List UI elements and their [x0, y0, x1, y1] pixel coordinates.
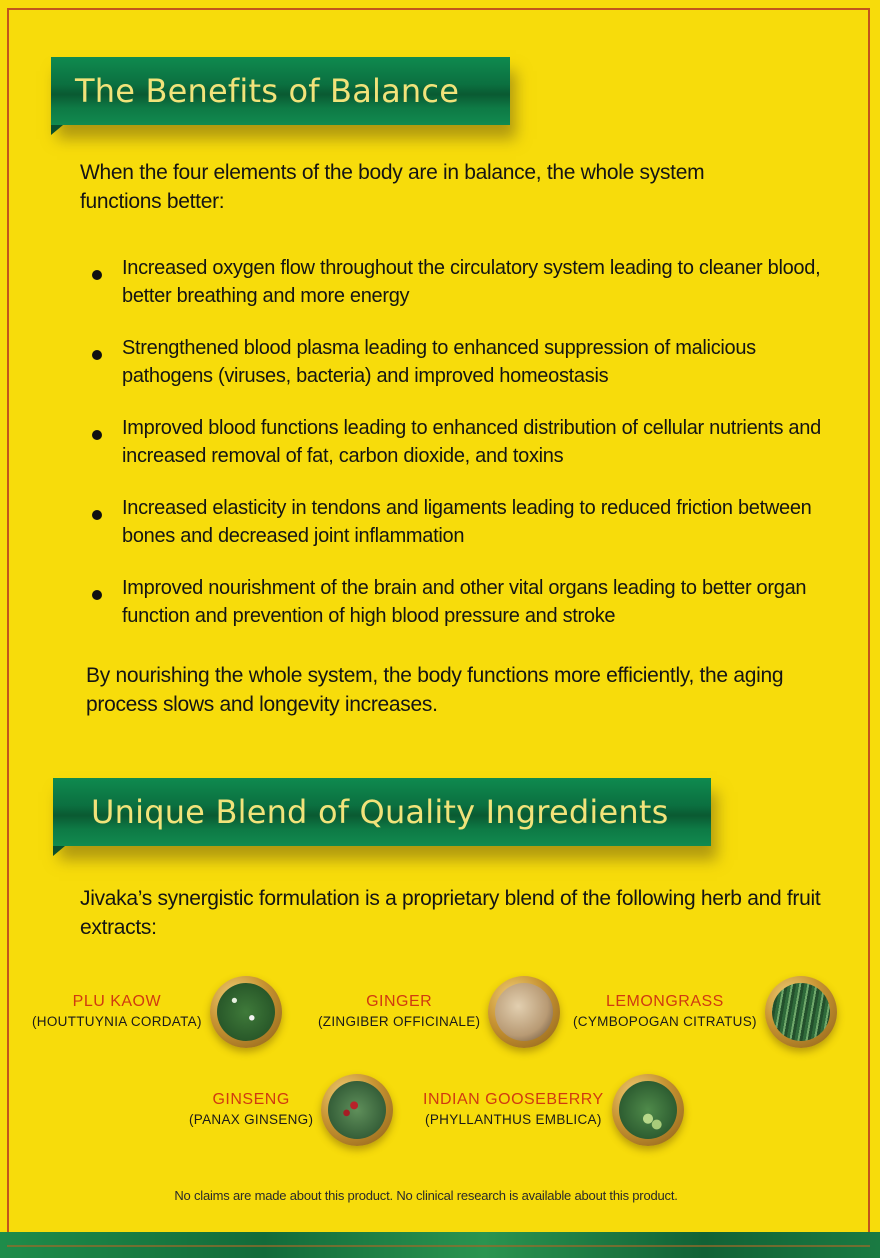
ingredients-intro: Jivaka’s synergistic formulation is a proprietary blend of the following herb and fruit extracts:	[80, 887, 821, 939]
benefits-intro: When the four elements of the body are in balance, the whole system functions better:	[80, 161, 705, 213]
list-item	[88, 254, 848, 334]
lemongrass-icon	[765, 976, 837, 1048]
ingredient-ginseng	[189, 1074, 393, 1146]
bullet-icon	[92, 590, 102, 600]
benefit-text: Increased elasticity in tendons and ligaments leading to reduced friction between bones and decreased joint inflammation	[122, 497, 812, 547]
ingredient-lemongrass	[573, 976, 837, 1048]
list-item	[88, 494, 848, 574]
ingredient-name: INDIAN GOOSEBERRY	[423, 1091, 604, 1108]
list-item	[88, 334, 848, 414]
benefit-text: Strengthened blood plasma leading to enhanced suppression of malicious pathogens (viruses, bacteria) and improved homeostasis	[122, 337, 756, 387]
list-item	[88, 414, 848, 494]
ingredient-latin-name: (CYMBOPOGAN CITRATUS)	[573, 1014, 757, 1029]
benefits-list	[88, 254, 848, 654]
ingredient-latin-name: (PHYLLANTHUS EMBLICA)	[425, 1112, 602, 1127]
benefit-text: Improved nourishment of the brain and other vital organs leading to better organ function and prevention of high blood pressure and stroke	[122, 577, 807, 627]
ginger-root-icon	[488, 976, 560, 1048]
benefits-conclusion: By nourishing the whole system, the body functions more efficiently, the aging process slows and longevity increases.	[86, 664, 784, 716]
bullet-icon	[92, 270, 102, 280]
bullet-icon	[92, 430, 102, 440]
indian-gooseberry-icon	[612, 1074, 684, 1146]
list-item	[88, 574, 848, 654]
ingredient-plu-kaow	[32, 976, 282, 1048]
ingredient-latin-name: (ZINGIBER OFFICINALE)	[318, 1014, 481, 1029]
benefit-text: Increased oxygen flow throughout the circulatory system leading to cleaner blood, better breathing and more energy	[122, 257, 821, 307]
section-heading-ribbon	[51, 57, 510, 125]
ingredient-name: LEMONGRASS	[605, 993, 724, 1010]
ingredient-latin-name: (PANAX GINSENG)	[189, 1112, 314, 1127]
ingredient-indian-gooseberry	[423, 1074, 684, 1146]
bullet-icon	[92, 350, 102, 360]
ingredient-name: PLU KAOW	[72, 993, 162, 1010]
ingredient-latin-name: (HOUTTUYNIA CORDATA)	[32, 1014, 202, 1029]
section-heading-ribbon	[53, 778, 711, 846]
section-title-benefits: The Benefits of Balance	[75, 72, 460, 110]
benefit-text: Improved blood functions leading to enhanced distribution of cellular nutrients and increased removal of fat, carbon dioxide, and toxins	[122, 417, 821, 467]
bullet-icon	[92, 510, 102, 520]
ingredient-name: GINSENG	[212, 1091, 290, 1108]
disclaimer-text: No claims are made about this product. No clinical research is available about this product.	[174, 1188, 678, 1203]
ginseng-berries-icon	[321, 1074, 393, 1146]
footer-border-line	[7, 1245, 870, 1247]
ingredient-name: GINGER	[366, 993, 433, 1010]
plu-kaow-leaves-icon	[210, 976, 282, 1048]
ingredient-ginger	[318, 976, 560, 1048]
section-title-ingredients: Unique Blend of Quality Ingredients	[91, 793, 669, 831]
